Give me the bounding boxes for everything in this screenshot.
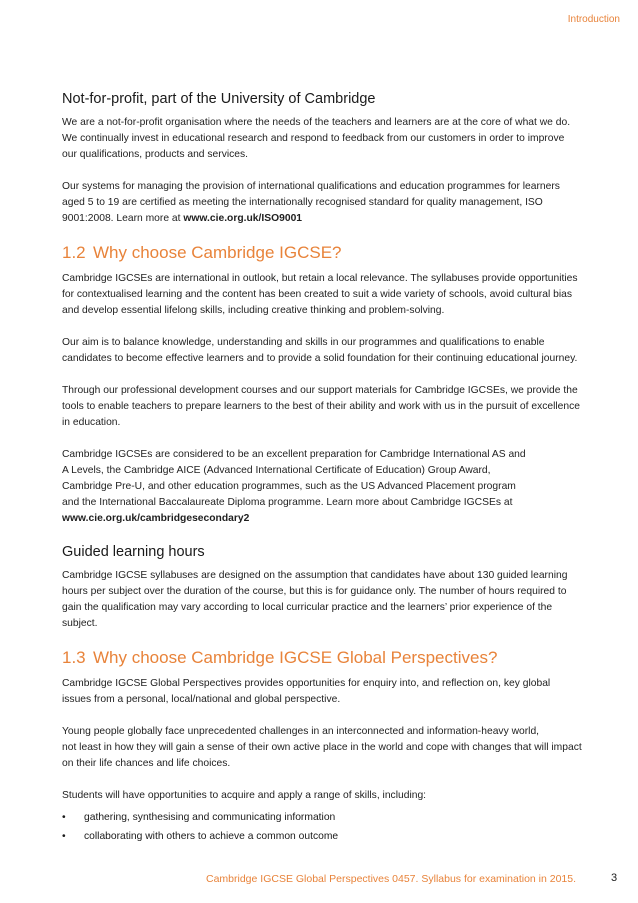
list-item [62,829,582,845]
section-title: Why choose Cambridge IGCSE Global Perspectives? [93,648,498,667]
line: Young people globally face unprecedented challenges in an interconnected and information-heavy world, [62,726,540,737]
line: not least in how they will gain a sense of their own active place in the world and cope with changes that will impact on their life chances and life choices. [62,742,582,769]
page-content [62,90,582,848]
line: Cambridge IGCSEs are considered to be an excellent preparation for Cambridge International AS and [62,449,526,460]
page-number: 3 [611,872,618,884]
heading-not-for-profit: Not-for-profit, part of the University of Cambridge [62,91,376,107]
section-heading-1-3 [62,648,582,668]
paragraph-13-1: Cambridge IGCSE Global Perspectives provides opportunities for enquiry into, and reflection on, key global issues from a personal, local/national and global perspective. [62,678,551,705]
section-number: 1.3 [62,648,86,667]
paragraph-nfp-2-text: Our systems for managing the provision of international qualifications and education programmes for learners aged 5 to 19 are certified as meeting the internationally recognised standard for quality management, ISO 9001:2008. Learn more at [62,181,560,224]
footer-text: Cambridge IGCSE Global Perspectives 0457. Syllabus for examination in 2015. [206,873,577,885]
paragraph-glh-1: Cambridge IGCSE syllabuses are designed on the assumption that candidates have about 130 guided learning hours per subject over the duration of the course, but this is for guidance only. The number of hours required to gain the qualification may vary according to local curricular practice and the learners’ prior experience of the subject. [62,570,568,629]
bullet-icon: • [62,812,66,823]
heading-guided-learning-hours: Guided learning hours [62,544,205,560]
paragraph-12-1: Cambridge IGCSEs are international in outlook, but retain a local relevance. The syllabuses provide opportunities for contextualised learning and the content has been created to suit a wide variety of schools, avoid cultural bias and develop essential lifelong skills, including creative thinking and problem-solving. [62,273,578,316]
section-title: Why choose Cambridge IGCSE? [93,243,342,262]
line: and the International Baccalaureate Diploma programme. Learn more about Cambridge IGCSEs at [62,497,513,508]
paragraph-13-2 [62,724,582,772]
paragraph-12-4 [62,447,582,527]
section-heading-1-2 [62,243,582,263]
list-item [62,810,582,826]
paragraph-12-3: Through our professional development courses and our support materials for Cambridge IGCSEs, we provide the tools to enable teachers to prepare learners to the best of their ability and work with us in the pursuit of excellence in education. [62,385,580,428]
line: Cambridge Pre-U, and other education programmes, such as the US Advanced Placement program [62,481,516,492]
list-item-text: gathering, synthesising and communicating information [84,812,336,823]
line: A Levels, the Cambridge AICE (Advanced International Certificate of Education) Group Award, [62,465,491,476]
bullet-icon: • [62,831,66,842]
paragraph-nfp-1: We are a not-for-profit organisation where the needs of the teachers and learners are at the core of what we do. We continually invest in educational research and respond to feedback from our customers in order to improve our qualifications, products and services. [62,117,571,160]
paragraph-13-3: Students will have opportunities to acquire and apply a range of skills, including: [62,790,427,801]
skills-list [62,810,582,845]
cambridge-secondary-link[interactable]: www.cie.org.uk/cambridgesecondary2 [62,513,250,524]
iso-link[interactable]: www.cie.org.uk/ISO9001 [183,213,303,224]
section-tag: Introduction [567,14,620,25]
list-item-text: collaborating with others to achieve a common outcome [84,831,339,842]
section-number: 1.2 [62,243,86,262]
paragraph-nfp-2 [62,179,582,227]
paragraph-12-2: Our aim is to balance knowledge, understanding and skills in our programmes and qualifications to enable candidates to become effective learners and to provide a solid foundation for their continuing educational journey. [62,337,578,364]
